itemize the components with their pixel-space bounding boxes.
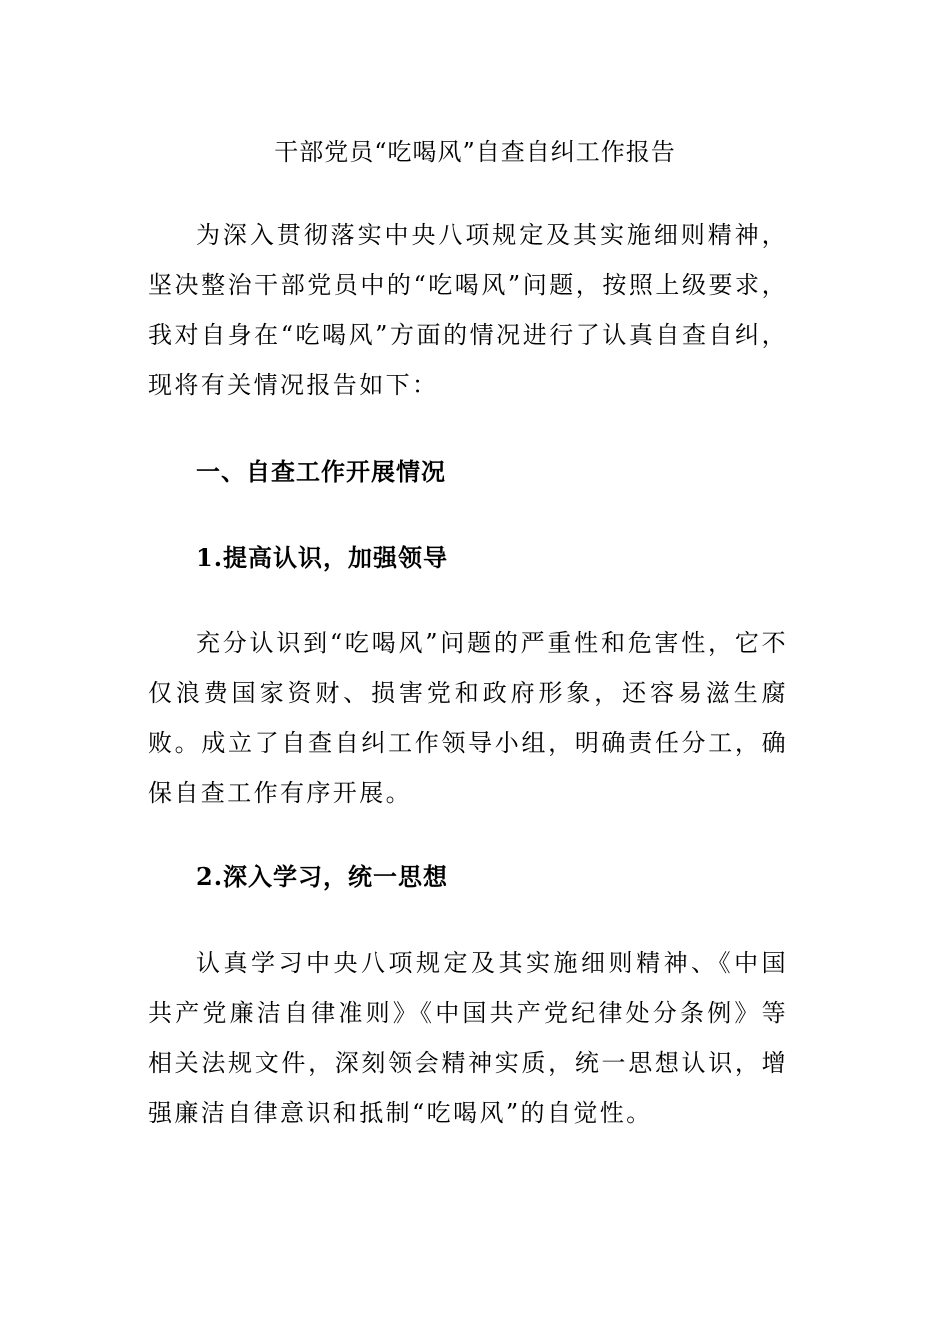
- document-title: 干部党员“吃喝风”自查自纠工作报告: [274, 138, 676, 166]
- section-heading: 一、自查工作开展情况: [196, 457, 446, 486]
- intro-paragraph: 为深入贯彻落实中央八项规定及其实施细则精神，坚决整治干部党员中的“吃喝风”问题，按照上级要求，我对自身在“吃喝风”方面的情况进行了认真自查自纠，现将有关情况报告如下：: [148, 221, 788, 399]
- subsection-heading-2: 2.深入学习，统一思想: [196, 862, 449, 891]
- subsection-paragraph-2: 认真学习中央八项规定及其实施细则精神、《中国共产党廉洁自律准则》《中国共产党纪律处分条例》等相关法规文件，深刻领会精神实质，统一思想认识，增强廉洁自律意识和抵制“吃喝风”的自觉性。: [148, 949, 788, 1127]
- subsection-heading-1: 1.提高认识，加强领导: [196, 543, 449, 572]
- subsection-paragraph-1: 充分认识到“吃喝风”问题的严重性和危害性，它不仅浪费国家资财、损害党和政府形象，还容易滋生腐败。成立了自查自纠工作领导小组，明确责任分工，确保自查工作有序开展。: [148, 629, 788, 807]
